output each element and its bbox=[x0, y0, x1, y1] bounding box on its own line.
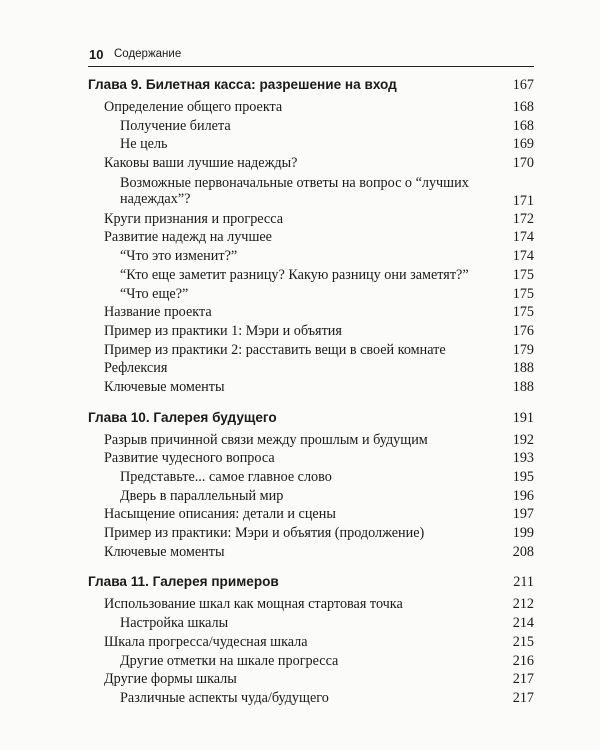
entry-page: 215 bbox=[512, 633, 534, 650]
entry-title: Каковы ваши лучшие надежды? bbox=[104, 155, 298, 172]
chapter-9 bbox=[88, 76, 534, 397]
entry-title: Не цель bbox=[120, 136, 168, 153]
entry-title: Другие отметки на шкале прогресса bbox=[120, 652, 339, 669]
toc-entry bbox=[88, 652, 534, 671]
toc-entry bbox=[88, 524, 534, 543]
page-number: 10 bbox=[89, 47, 104, 62]
entry-title: Название проекта bbox=[104, 304, 212, 321]
entry-page: 175 bbox=[512, 266, 534, 283]
entry-page: 188 bbox=[512, 360, 534, 377]
toc-entry bbox=[88, 487, 534, 506]
entry-title: Круги признания и прогресса bbox=[104, 210, 283, 227]
chapter-heading bbox=[88, 573, 534, 594]
entry-title: Пример из практики 1: Мэри и объятия bbox=[104, 322, 342, 339]
entry-title: Развитие надежд на лучшее bbox=[104, 229, 272, 246]
entry-title: Определение общего проекта bbox=[104, 99, 283, 115]
toc-entry bbox=[88, 633, 534, 652]
entry-title: Возможные первоначальные ответы на вопрос о “лучших надеждах”? bbox=[120, 174, 469, 207]
entry-title: Дверь в параллельный мир bbox=[120, 487, 284, 504]
toc-entry bbox=[88, 154, 534, 173]
chapter-page: 211 bbox=[513, 574, 534, 591]
entry-page: 193 bbox=[512, 450, 534, 467]
entry-page: 188 bbox=[512, 378, 534, 395]
toc-entry bbox=[88, 359, 534, 378]
entry-page: 179 bbox=[512, 341, 534, 358]
entry-title: “Кто еще заметит разницу? Какую разницу они заметят?” bbox=[120, 266, 469, 283]
running-header bbox=[88, 44, 534, 67]
entry-title: Использование шкал как мощная стартовая точка bbox=[104, 596, 403, 613]
entry-title: Другие формы шкалы bbox=[104, 671, 237, 688]
toc-entry bbox=[88, 505, 534, 524]
toc-entry bbox=[88, 449, 534, 468]
toc-entry bbox=[88, 431, 534, 450]
entry-page: 174 bbox=[512, 229, 534, 246]
entry-page: 208 bbox=[512, 543, 534, 560]
toc-entry bbox=[88, 266, 534, 285]
entry-page: 195 bbox=[512, 469, 534, 485]
entry-page: 217 bbox=[512, 689, 534, 706]
toc-entry bbox=[88, 210, 534, 229]
entry-page: 216 bbox=[512, 652, 534, 669]
entry-title: Развитие чудесного вопроса bbox=[104, 450, 275, 467]
entry-title: Ключевые моменты bbox=[104, 378, 225, 395]
entry-page: 196 bbox=[512, 487, 534, 504]
toc-entry bbox=[88, 98, 534, 117]
entry-title: Различные аспекты чуда/будущего bbox=[120, 689, 329, 706]
entry-title: Представьте... самое главное слово bbox=[120, 469, 332, 485]
entry-page: 192 bbox=[512, 431, 534, 448]
entry-title: Ключевые моменты bbox=[104, 543, 225, 560]
toc-entry bbox=[88, 322, 534, 341]
entry-page: 168 bbox=[512, 117, 534, 134]
toc-entry bbox=[88, 378, 534, 397]
chapter-page: 191 bbox=[512, 409, 534, 426]
entry-title: “Что еще?” bbox=[120, 285, 189, 302]
toc-entry bbox=[88, 117, 534, 136]
toc-entry bbox=[88, 285, 534, 304]
toc-entry bbox=[88, 595, 534, 614]
entry-title: Пример из практики 2: расставить вещи в своей комнате bbox=[104, 341, 446, 358]
entry-title: Рефлексия bbox=[104, 360, 168, 377]
toc-entry bbox=[88, 543, 534, 562]
toc-entry bbox=[88, 247, 534, 266]
toc-entry bbox=[88, 303, 534, 322]
toc-entry bbox=[88, 468, 534, 487]
chapter-heading bbox=[88, 409, 534, 430]
entry-page: 214 bbox=[512, 615, 534, 632]
chapter-heading bbox=[88, 76, 534, 97]
entry-page: 175 bbox=[512, 304, 534, 321]
toc-entry bbox=[88, 173, 534, 210]
toc-entry bbox=[88, 341, 534, 360]
running-title: Содержание bbox=[114, 48, 182, 60]
entry-page: 212 bbox=[512, 596, 534, 613]
entry-title: Настройка шкалы bbox=[120, 615, 229, 632]
entry-title: Шкала прогресса/чудесная шкала bbox=[104, 633, 308, 650]
entry-title: Пример из практики: Мэри и объятия (продолжение) bbox=[104, 525, 425, 542]
entry-title: Насыщение описания: детали и сцены bbox=[104, 506, 336, 523]
entry-title: Разрыв причинной связи между прошлым и будущим bbox=[104, 431, 428, 448]
entry-title: “Что это изменит?” bbox=[120, 248, 238, 265]
entry-page: 168 bbox=[512, 99, 534, 115]
toc-entry bbox=[88, 228, 534, 247]
entry-page: 169 bbox=[512, 136, 534, 153]
toc-entry bbox=[88, 135, 534, 154]
entry-page: 172 bbox=[512, 210, 534, 227]
entry-page: 175 bbox=[512, 285, 534, 302]
entry-page: 176 bbox=[512, 322, 534, 339]
entry-title: Получение билета bbox=[120, 117, 231, 134]
entry-page: 197 bbox=[512, 506, 534, 523]
chapter-title: Глава 11. Галерея примеров bbox=[88, 574, 279, 590]
entry-page: 217 bbox=[512, 671, 534, 688]
entry-page: 174 bbox=[512, 248, 534, 265]
toc-entry bbox=[88, 670, 534, 689]
chapter-page: 167 bbox=[512, 77, 534, 93]
chapter-10 bbox=[88, 409, 534, 562]
entry-page: 170 bbox=[512, 155, 534, 172]
chapter-11 bbox=[88, 573, 534, 707]
entry-page: 171 bbox=[512, 192, 534, 209]
chapter-title: Глава 10. Галерея будущего bbox=[88, 409, 277, 425]
chapter-title: Глава 9. Билетная касса: разрешение на вход bbox=[88, 77, 397, 92]
entry-page: 199 bbox=[512, 525, 534, 542]
toc-entry bbox=[88, 614, 534, 633]
toc-entry bbox=[88, 689, 534, 708]
table-of-contents bbox=[88, 76, 534, 720]
